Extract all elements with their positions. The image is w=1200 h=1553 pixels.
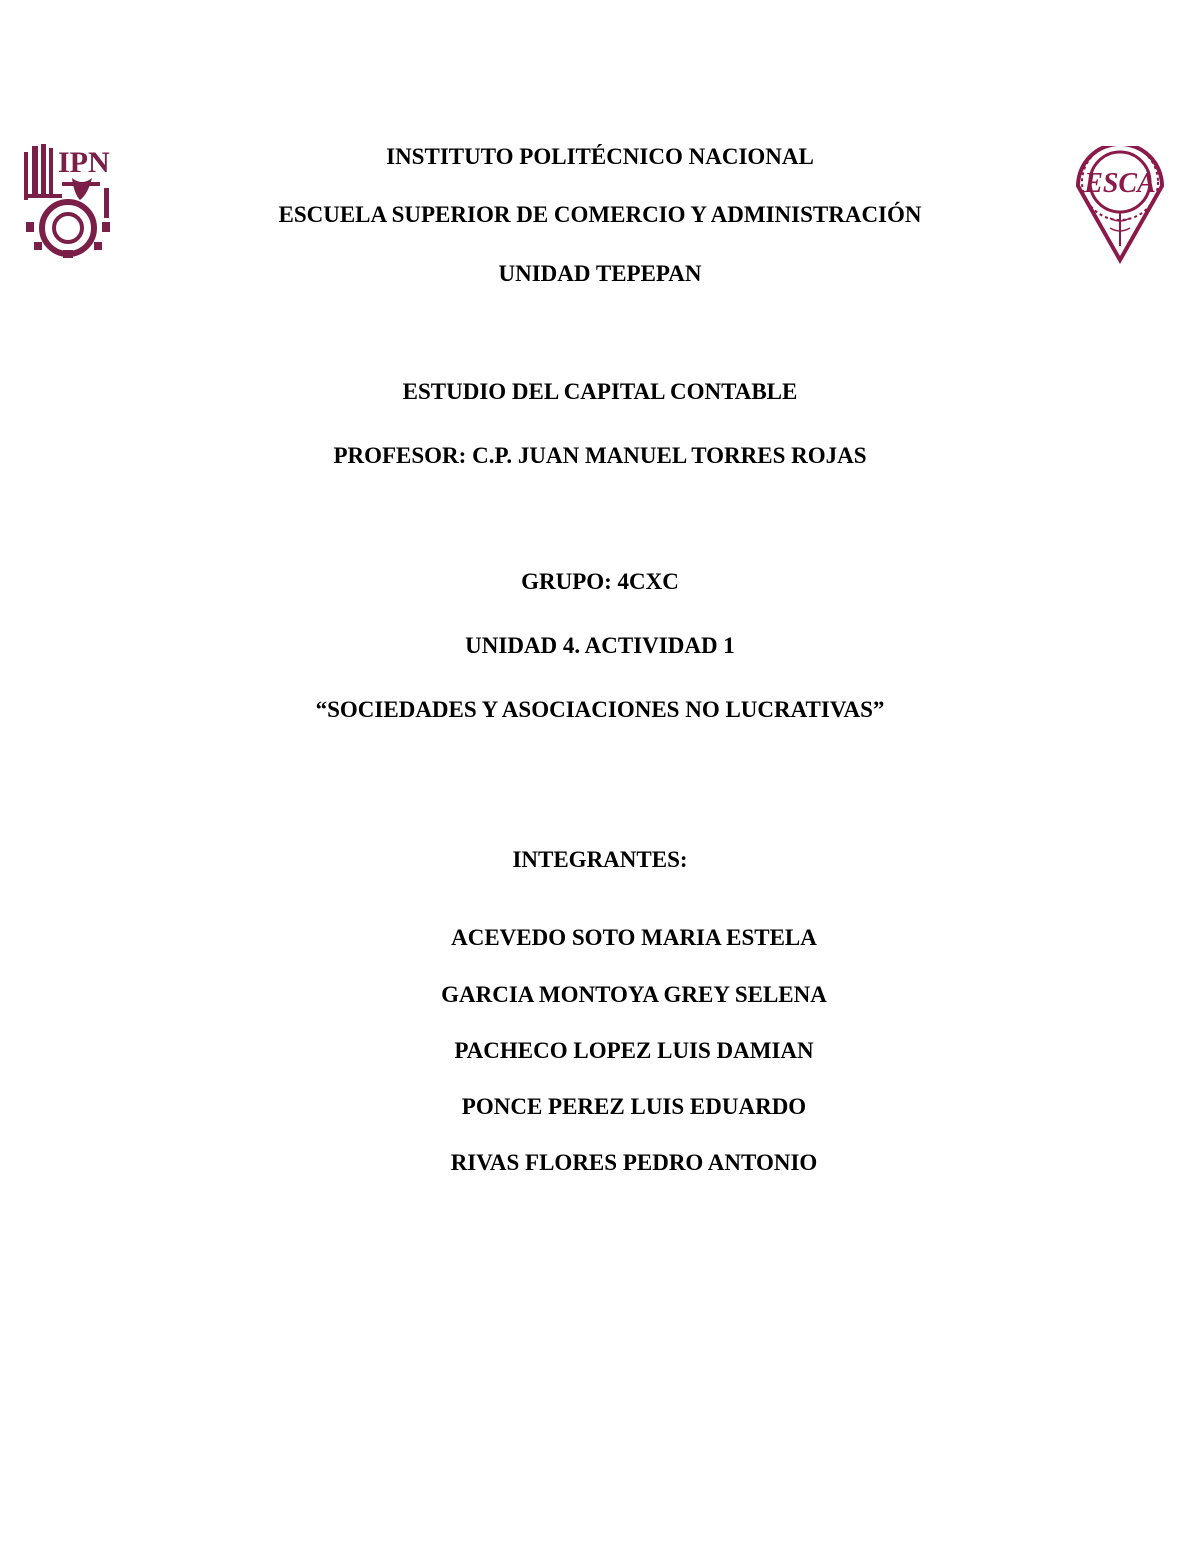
subject-title: ESTUDIO DEL CAPITAL CONTABLE [402,379,798,404]
svg-text:ESCA: ESCA [1084,168,1156,199]
unit-activity-line: UNIDAD 4. ACTIVIDAD 1 [465,633,735,658]
activity-title: “SOCIEDADES Y ASOCIACIONES NO LUCRATIVAS” [315,697,885,722]
member-name: PACHECO LOPEZ LUIS DAMIAN [454,1038,814,1063]
members-heading: INTEGRANTES: [512,847,688,872]
unit-name: UNIDAD TEPEPAN [498,261,702,286]
member-name: PONCE PEREZ LUIS EDUARDO [461,1094,807,1119]
school-name: ESCUELA SUPERIOR DE COMERCIO Y ADMINISTRACIÓN [278,202,922,227]
group-line: GRUPO: 4CXC [521,569,679,594]
member-name: ACEVEDO SOTO MARIA ESTELA [451,925,817,950]
professor-line: PROFESOR: C.P. JUAN MANUEL TORRES ROJAS [333,443,867,468]
institute-name: INSTITUTO POLITÉCNICO NACIONAL [386,144,814,169]
member-name: GARCIA MONTOYA GREY SELENA [441,982,827,1007]
svg-text:IPN: IPN [58,146,110,179]
member-name: RIVAS FLORES PEDRO ANTONIO [450,1150,818,1175]
